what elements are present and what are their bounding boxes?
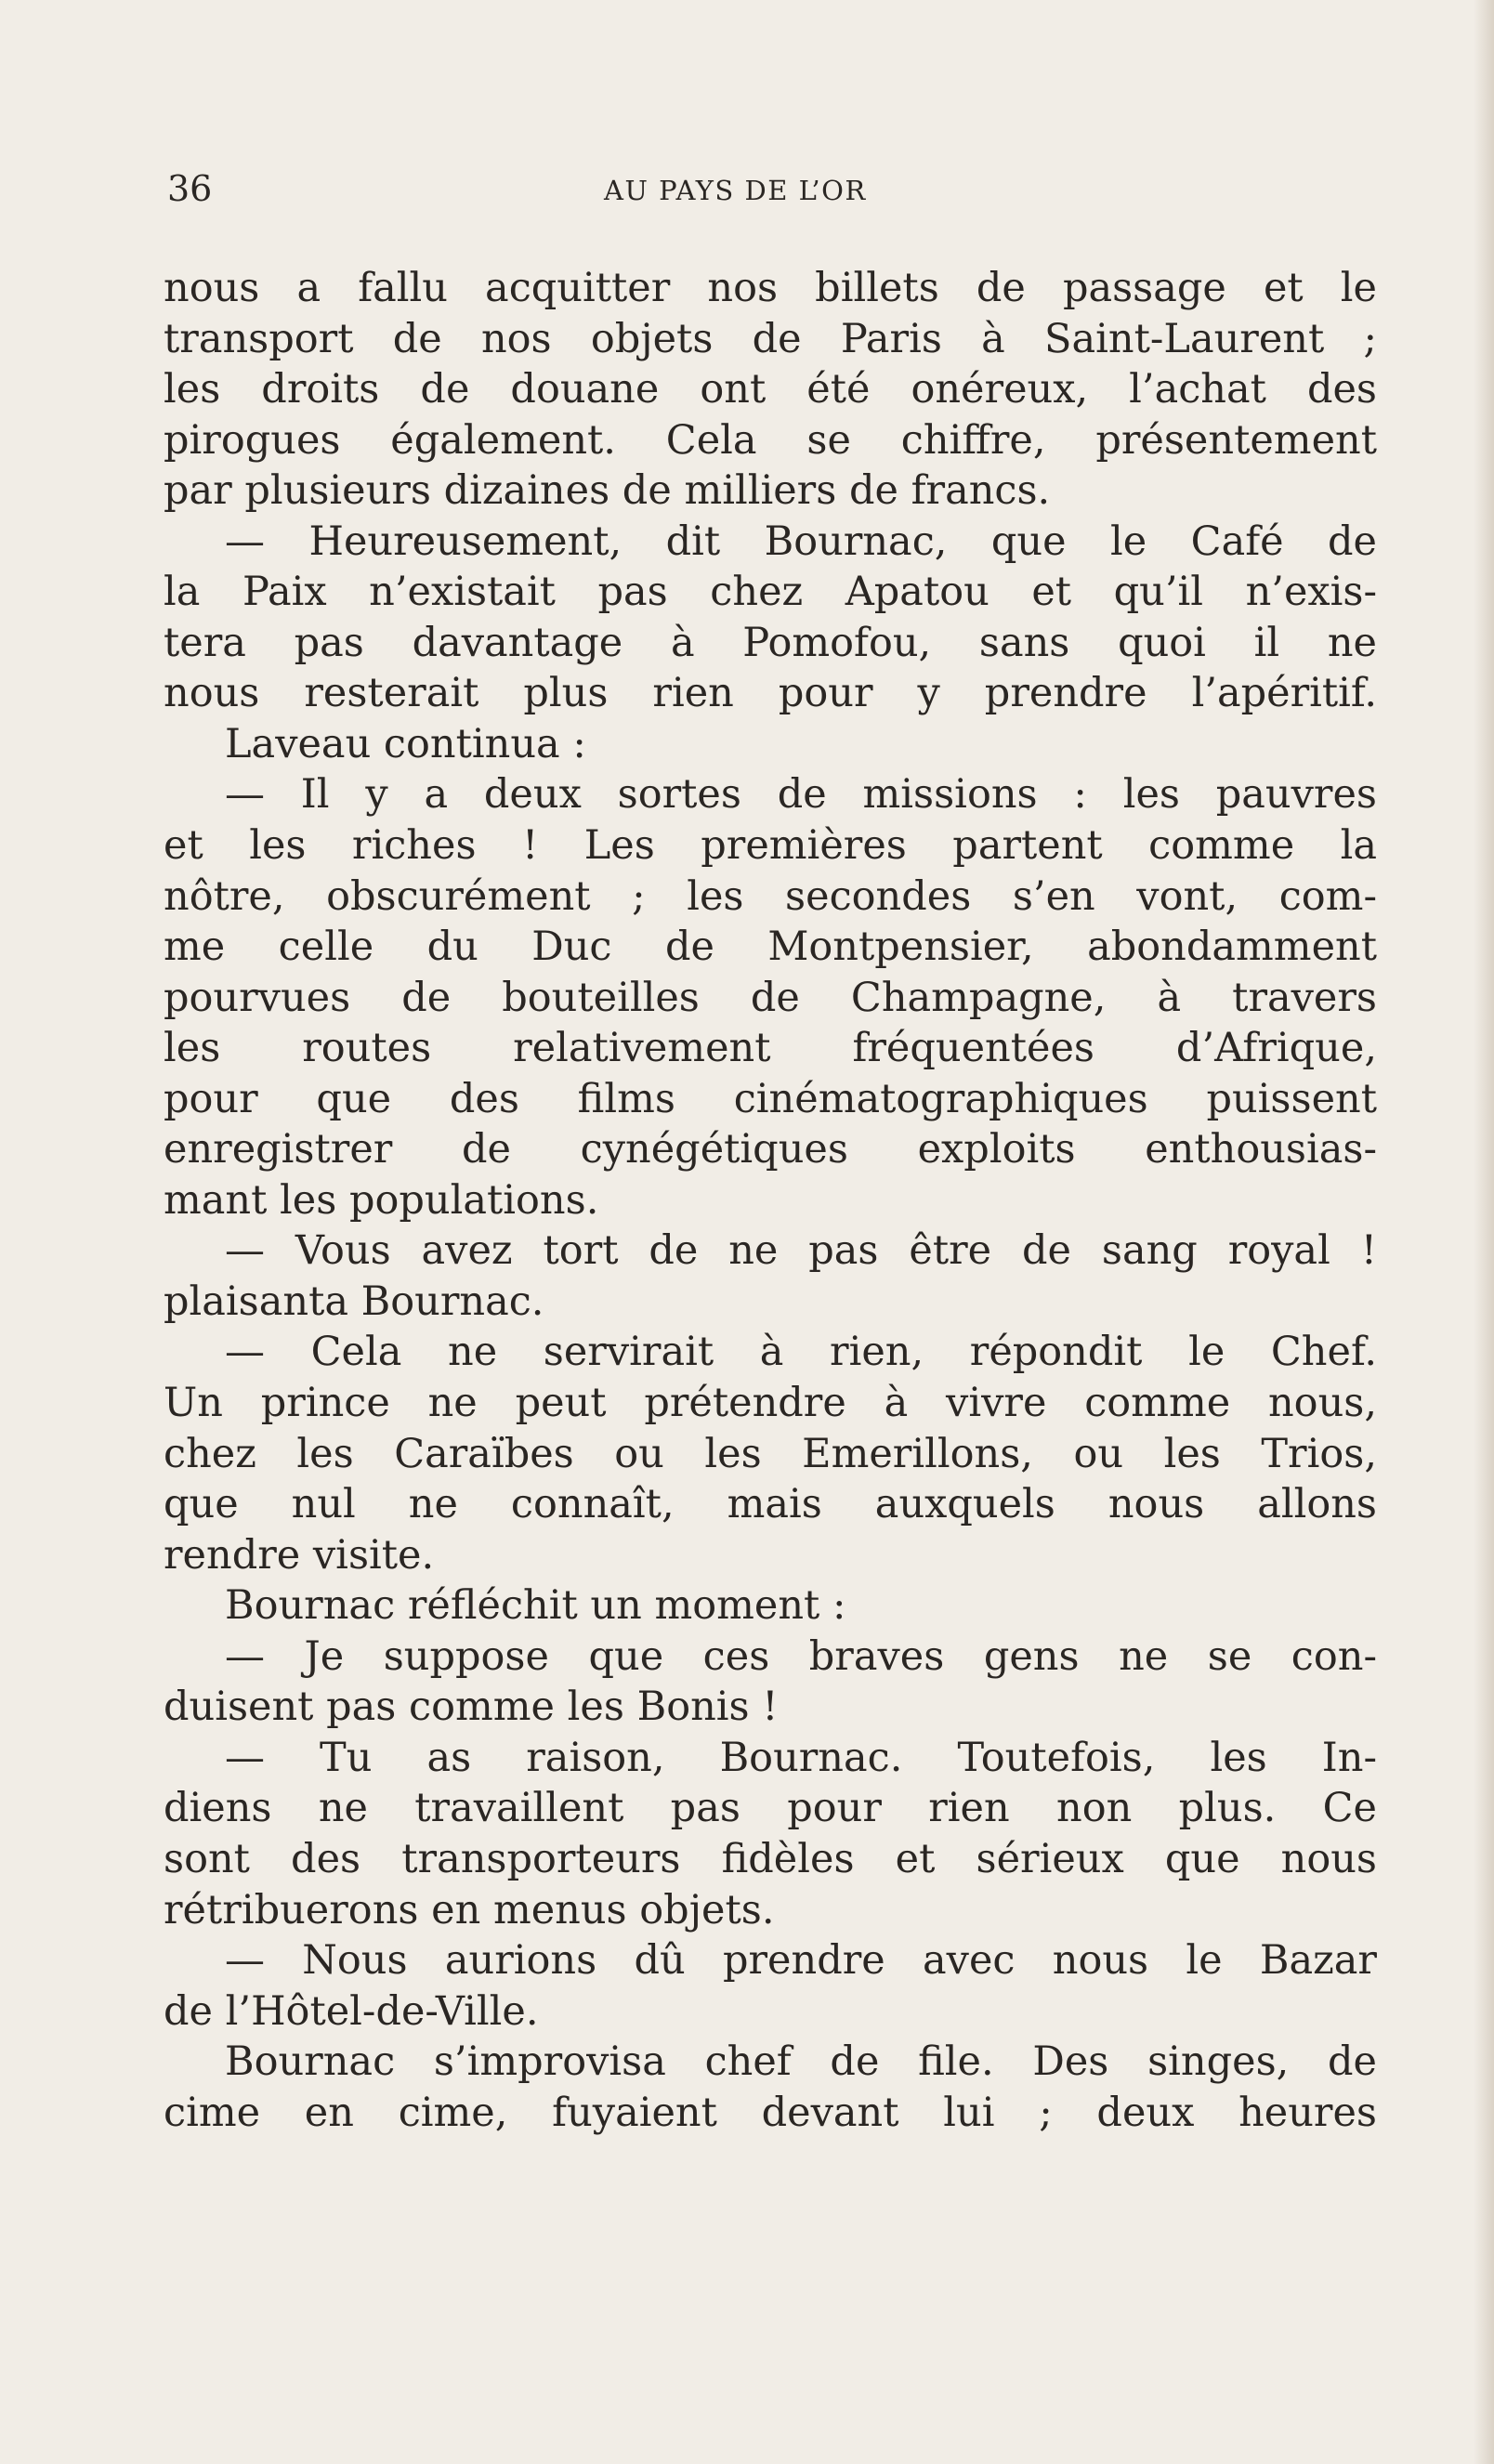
text-line: — Cela ne servirait à rien, répondit le Chef. xyxy=(225,1329,1377,1376)
text-line: que nul ne connaît, mais auxquels nous allons xyxy=(164,1481,1377,1528)
text-line: sont des transporteurs fidèles et sérieux que nous xyxy=(164,1835,1377,1882)
text-line: diens ne travaillent pas pour rien non plus. Ce xyxy=(164,1785,1377,1832)
text-line: — Je suppose que ces braves gens ne se con- xyxy=(225,1632,1377,1680)
text-line: — Heureusement, dit Bournac, que le Café de xyxy=(225,518,1377,565)
text-line: tera pas davantage à Pomofou, sans quoi il ne xyxy=(164,619,1377,666)
text-line: de l’Hôtel-de-Ville. xyxy=(164,1987,539,2035)
text-line: nôtre, obscurément ; les secondes s’en vont, com- xyxy=(164,872,1377,920)
text-line: pour que des films cinématographiques puissent xyxy=(164,1075,1377,1122)
text-line: — Nous aurions dû prendre avec nous le Bazar xyxy=(225,1937,1377,1985)
text-line: plaisanta Bournac. xyxy=(164,1278,544,1325)
text-line: mant les populations. xyxy=(164,1176,599,1224)
text-line: — Il y a deux sortes de missions : les pauvres xyxy=(225,771,1377,819)
text-line: Un prince ne peut prétendre à vivre comme nous, xyxy=(164,1380,1377,1427)
page-header xyxy=(167,164,1375,213)
text-line: pourvues de bouteilles de Champagne, à travers xyxy=(164,974,1377,1021)
text-line: Bournac réfléchit un moment : xyxy=(225,1582,846,1630)
text-line: enregistrer de cynégétiques exploits enthousias- xyxy=(164,1126,1377,1173)
text-line: les routes relativement fréquentées d’Afrique, xyxy=(164,1025,1377,1072)
running-title: AU PAYS DE L’OR xyxy=(604,175,867,206)
text-line: Bournac s’improvisa chef de file. Des singes, de xyxy=(225,2038,1377,2086)
text-line: — Vous avez tort de ne pas être de sang royal ! xyxy=(225,1227,1377,1275)
text-line: rétribuerons en menus objets. xyxy=(164,1886,775,1933)
text-line: nous resterait plus rien pour y prendre l’apéritif. xyxy=(164,670,1377,717)
text-line: chez les Caraïbes ou les Emerillons, ou les Trios, xyxy=(164,1430,1377,1477)
text-line: Laveau continua : xyxy=(225,720,586,767)
text-line: les droits de douane ont été onéreux, l’achat des xyxy=(164,366,1377,413)
text-line: et les riches ! Les premières partent comme la xyxy=(164,822,1377,870)
page-number: 36 xyxy=(167,168,213,209)
text-line: par plusieurs dizaines de milliers de francs. xyxy=(164,467,1051,515)
text-line: pirogues également. Cela se chiffre, présentement xyxy=(164,416,1377,464)
text-line: cime en cime, fuyaient devant lui ; deux heures xyxy=(164,2089,1377,2136)
text-line: nous a fallu acquitter nos billets de passage et le xyxy=(164,265,1377,311)
body-text xyxy=(164,263,1377,2138)
text-line: transport de nos objets de Paris à Saint-Laurent ; xyxy=(164,315,1377,362)
text-line: rendre visite. xyxy=(164,1531,435,1579)
page-edge-shadow xyxy=(1474,0,1494,2464)
text-line: duisent pas comme les Bonis ! xyxy=(164,1684,779,1731)
text-line: la Paix n’existait pas chez Apatou et qu’il n’exis- xyxy=(164,569,1377,616)
text-line: me celle du Duc de Montpensier, abondamment xyxy=(164,924,1377,971)
text-line: — Tu as raison, Bournac. Toutefois, les In- xyxy=(225,1734,1377,1781)
